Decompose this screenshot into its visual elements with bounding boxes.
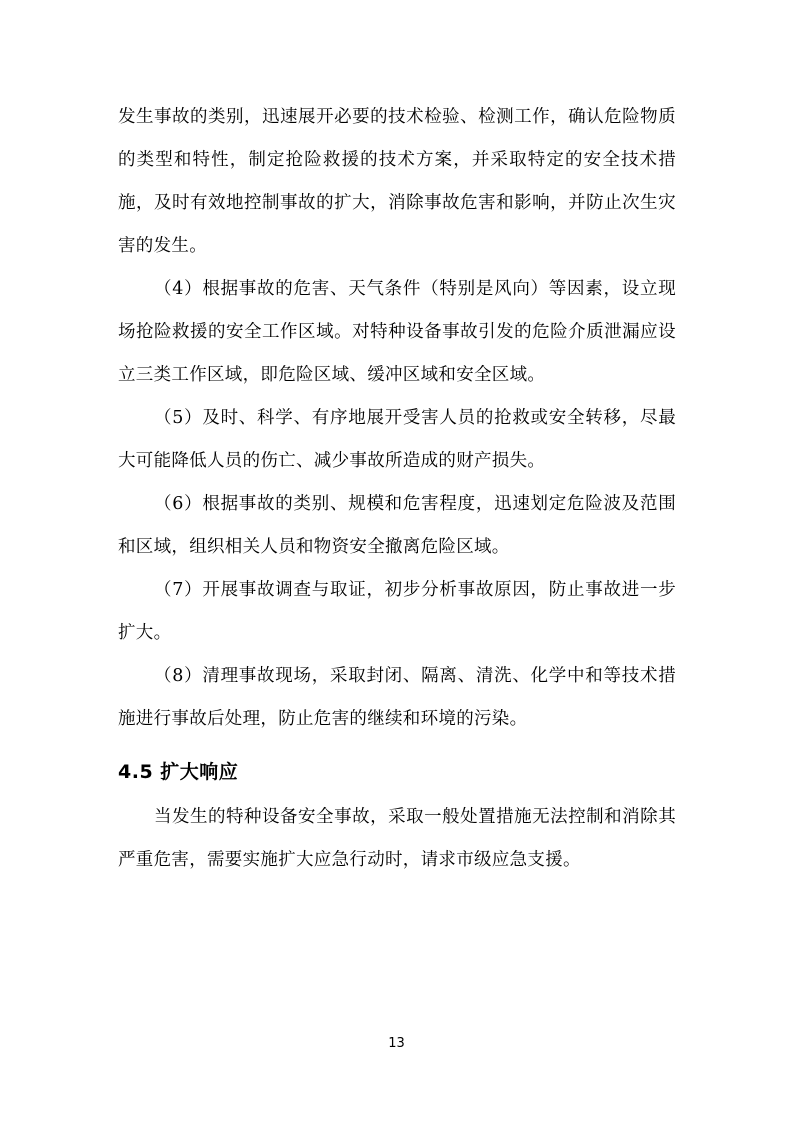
paragraph-item-5: （5）及时、科学、有序地展开受害人员的抢救或安全转移，尽最大可能降低人员的伤亡、减少事故所造成的财产损失。 — [118, 408, 676, 471]
paragraph-item-8: （8）清理事故现场，采取封闭、隔离、清洗、化学中和等技术措施进行事故后处理，防止危害的继续和环境的污染。 — [118, 666, 676, 729]
paragraph-item-4: （4）根据事故的危害、天气条件（特别是风向）等因素，设立现场抢险救援的安全工作区域。对特种设备事故引发的危险介质泄漏应设立三类工作区域，即危险区域、缓冲区域和安全区域。 — [118, 279, 676, 385]
paragraph-section-4-5-body: 当发生的特种设备安全事故，采取一般处置措施无法控制和消除其严重危害，需要实施扩大应急行动时，请求市级应急支援。 — [118, 807, 676, 870]
paragraph-item-6: （6）根据事故的类别、规模和危害程度，迅速划定危险波及范围和区域，组织相关人员和物资安全撤离危险区域。 — [118, 494, 676, 557]
document-body — [118, 96, 676, 882]
section-heading-4-5: 4.5 扩大响应 — [118, 761, 239, 783]
paragraph-item-7: （7）开展事故调查与取证，初步分析事故原因，防止事故进一步扩大。 — [118, 580, 676, 643]
paragraph-continuation: 发生事故的类别，迅速展开必要的技术检验、检测工作，确认危险物质的类型和特性，制定抢险救援的技术方案，并采取特定的安全技术措施，及时有效地控制事故的扩大，消除事故危害和影响，并防止次生灾害的发生。 — [118, 107, 676, 256]
page-number: 13 — [388, 1036, 405, 1051]
